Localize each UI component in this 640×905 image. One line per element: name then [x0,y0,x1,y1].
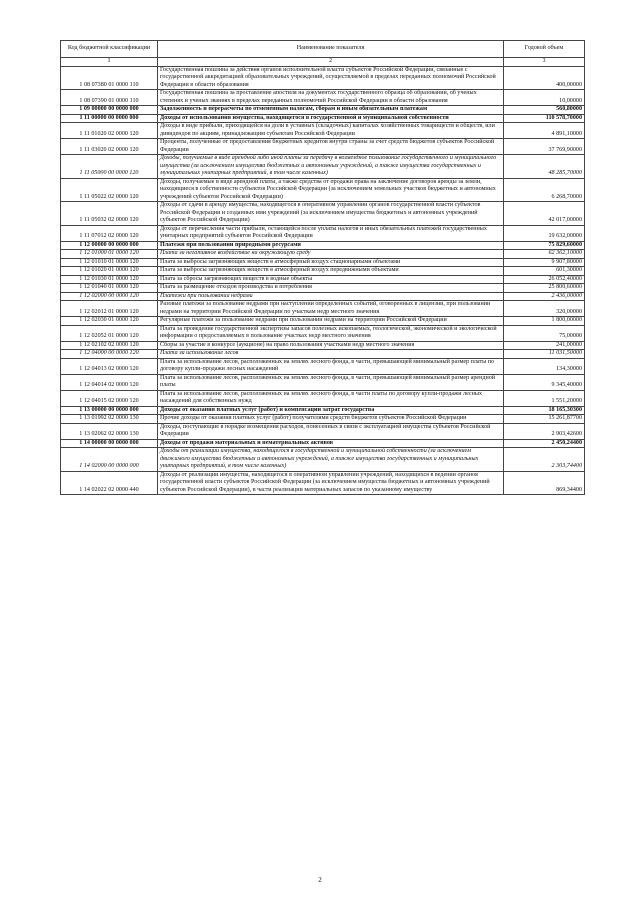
row-code: 1 11 05022 02 0000 120 [61,178,158,202]
row-name: Доходы от использования имущества, находящегося в государственной и муниципальной собственности [158,114,504,123]
row-code: 1 12 01000 01 0000 120 [61,250,158,259]
row-value: 320,00000 [504,301,585,317]
table-row [61,423,585,439]
row-code: 1 12 02102 02 0000 120 [61,341,158,350]
table-row [61,390,585,406]
row-code: 1 13 01992 02 0000 130 [61,415,158,424]
table-row [61,66,585,90]
row-value: 19 632,00000 [504,225,585,241]
row-name: Плата за негативное воздействие на окружающую среду [158,250,504,259]
index-1: 1 [61,58,158,67]
table-row [61,225,585,241]
table-row [61,439,585,448]
row-name: Плата за использование лесов, расположенных на землях лесного фонда, в части платы по договору купли-продажи лесных насаждений для собственных нужд [158,390,504,406]
row-code: 1 12 00000 00 0000 000 [61,241,158,250]
row-name: Разовые платежи за пользование недрами при наступлении определенных событий, оговоренных в лицензии, при пользовании недрами на территории Российской Федерации по участкам недр местного значения [158,301,504,317]
row-code: 1 11 07012 02 0000 120 [61,225,158,241]
row-code: 1 11 05032 02 0000 120 [61,202,158,226]
header-name: Наименование показателя [158,41,504,58]
row-value: 1 800,00000 [504,317,585,326]
row-value: 2 436,00000 [504,292,585,301]
row-code: 1 12 02012 01 0000 120 [61,301,158,317]
row-name: Прочие доходы от оказания платных услуг (работ) получателями средств бюджетов субъектов Российской Федерации [158,415,504,424]
row-name: Плата за размещение отходов производства и потребления [158,284,504,293]
row-value: 1 551,20000 [504,390,585,406]
row-code: 1 12 04000 00 0000 120 [61,350,158,359]
table-row [61,123,585,139]
budget-table [60,40,585,495]
row-name: Доходы в виде прибыли, приходящейся на доли в уставных (складочных) капиталах хозяйственных товариществ и обществ, или дивидендов по акциям, принадлежащим субъектам Российской Федерации [158,123,504,139]
row-code: 1 08 07390 01 0000 110 [61,90,158,106]
row-code: 1 11 03020 02 0000 120 [61,139,158,155]
row-value: 560,80000 [504,106,585,115]
table-row [61,267,585,276]
table-row [61,406,585,415]
table-row [61,258,585,267]
row-value: 2 303,74400 [504,448,585,472]
table-row [61,301,585,317]
row-name: Платежи при пользовании природными ресурсами [158,241,504,250]
row-name: Государственная пошлина за действия органов исполнительной власти субъектов Российской Федерации, связанные с государственной аккредитацией образовательных учреждений, осуществляемой в пределах переданных полномочий Российской Федерации в области образования [158,66,504,90]
table-row [61,275,585,284]
index-2: 2 [158,58,504,67]
table-row [61,250,585,259]
row-value: 25 800,60000 [504,284,585,293]
row-name: Сборы за участие в конкурсе (аукционе) на право пользования участками недр местного значения [158,341,504,350]
row-name: Доходы, поступающие в порядке возмещения расходов, понесенных в связи с эксплуатацией имущества субъектов Российской Федерации [158,423,504,439]
table-row [61,448,585,472]
table-row [61,471,585,495]
row-value: 48 285,70000 [504,155,585,179]
row-name: Платежи при пользовании недрами [158,292,504,301]
row-code: 1 12 02052 01 0000 120 [61,325,158,341]
row-code: 1 12 01020 01 0000 120 [61,267,158,276]
row-name: Плата за выбросы загрязняющих веществ в атмосферный воздух передвижными объектами [158,267,504,276]
table-row [61,178,585,202]
row-value: 2 450,24400 [504,439,585,448]
table-row [61,374,585,390]
row-value: 15 261,87700 [504,415,585,424]
row-name: Доходы от перечисления части прибыли, остающейся после уплаты налогов и иных обязательных платежей государственных унитарных предприятий субъектов Российской Федерации [158,225,504,241]
row-value: 75 829,60000 [504,241,585,250]
row-code: 1 12 02030 01 0000 120 [61,317,158,326]
row-value: 869,34400 [504,471,585,495]
row-name: Плата за использование лесов [158,350,504,359]
row-value: 400,00000 [504,66,585,90]
table-body [61,66,585,495]
row-value: 10,00000 [504,90,585,106]
row-code: 1 13 00000 00 0000 000 [61,406,158,415]
row-code: 1 14 02022 02 0000 440 [61,471,158,495]
row-value: 37 769,90000 [504,139,585,155]
row-value: 241,00000 [504,341,585,350]
row-value: 110 578,70000 [504,114,585,123]
row-value: 6 268,70000 [504,178,585,202]
row-name: Плата за использование лесов, расположенных на землях лесного фонда, в части, превышающей минимальный размер арендной платы [158,374,504,390]
row-code: 1 08 07380 01 0000 110 [61,66,158,90]
row-value: 42 017,00000 [504,202,585,226]
table-row [61,317,585,326]
row-name: Доходы от реализации имущества, находящегося в государственной и муниципальной собственности (за исключением движимого имущества бюджетных и автономных учреждений, а также имущества государственных и муниципальных унитарных предприятий, в том числе казенных) [158,448,504,472]
row-code: 1 11 00000 00 0000 000 [61,114,158,123]
row-name: Плата за использование лесов, расположенных на землях лесного фонда, в части, превышающей минимальный размер платы по договору купли-продажи лесных насаждений [158,358,504,374]
table-row [61,139,585,155]
row-value: 11 031,50000 [504,350,585,359]
table-row [61,358,585,374]
table-row [61,325,585,341]
row-name: Доходы от сдачи в аренду имущества, находящегося в оперативном управлении органов государственной власти субъектов Российской Федерации и созданных ими учреждений (за исключением имущества бюджетных и автономных учреждений субъектов Российской Федерации) [158,202,504,226]
row-code: 1 12 04014 02 0000 120 [61,374,158,390]
row-name: Доходы от продажи материальных и нематериальных активов [158,439,504,448]
row-code: 1 12 01040 01 0000 120 [61,284,158,293]
row-name: Государственная пошлина за проставление апостиля на документах государственного образца об образовании, об ученых степенях и ученых званиях в пределах переданных полномочий Российской Федерации в области образования [158,90,504,106]
row-name: Доходы от оказания платных услуг (работ) и компенсации затрат государства [158,406,504,415]
row-code: 1 12 04013 02 0000 120 [61,358,158,374]
row-value: 2 903,42600 [504,423,585,439]
table-row [61,202,585,226]
table-row [61,350,585,359]
table-row [61,155,585,179]
row-code: 1 14 00000 00 0000 000 [61,439,158,448]
row-name: Плата за проведение государственной экспертизы запасов полезных ископаемых, геологической, экономической и экологической информации о предоставляемых в пользование участках недр местного значения [158,325,504,341]
table-row [61,341,585,350]
row-value: 134,30000 [504,358,585,374]
row-name: Доходы, получаемые в виде арендной либо иной платы за передачу в возмездное пользование государственного и муниципального имущества (за исключением имущества бюджетных и автономных учреждений, а также имущества государственных и муниципальных унитарных предприятий, в том числе казенных) [158,155,504,179]
row-code: 1 12 01030 01 0000 120 [61,275,158,284]
row-name: Плата за выбросы загрязняющих веществ в атмосферный воздух стационарными объектами [158,258,504,267]
header-code: Код бюджетной классификации [61,41,158,58]
row-value: 4 891,10000 [504,123,585,139]
row-value: 26 052,40000 [504,275,585,284]
row-name: Регулярные платежи за пользование недрами при пользовании недрами на территории Российской Федерации [158,317,504,326]
row-value: 18 165,30300 [504,406,585,415]
table-row [61,241,585,250]
header-value: Годовой объем [504,41,585,58]
row-code: 1 11 01020 02 0000 120 [61,123,158,139]
page-number: 2 [318,876,322,884]
table-row [61,114,585,123]
row-name: Доходы от реализации имущества, находящегося в оперативном управлении учреждений, находящихся в ведении органов государственной власти субъектов Российской Федерации (за исключением имущества бюджетных и автономных учреждений субъектов Российской Федерации), в части реализации материальных запасов по указанному имуществу [158,471,504,495]
table-row [61,415,585,424]
row-code: 1 11 05000 00 0000 120 [61,155,158,179]
row-code: 1 13 02062 02 0000 130 [61,423,158,439]
table-row [61,90,585,106]
row-name: Проценты, полученные от предоставления бюджетных кредитов внутри страны за счет средств бюджетов субъектов Российской Федерации [158,139,504,155]
row-value: 62 362,10000 [504,250,585,259]
table-row [61,106,585,115]
row-code: 1 12 01010 01 0000 120 [61,258,158,267]
row-name: Задолженность и перерасчеты по отмененным налогам, сборам и иным обязательным платежам [158,106,504,115]
row-value: 601,30000 [504,267,585,276]
table-row [61,292,585,301]
table-row [61,284,585,293]
row-name: Плата за сбросы загрязняющих веществ в водные объекты [158,275,504,284]
row-code: 1 12 02000 00 0000 120 [61,292,158,301]
row-code: 1 14 02000 00 0000 000 [61,448,158,472]
row-name: Доходы, получаемые в виде арендной платы, а также средства от продажи права на заключение договоров аренды за земли, находящиеся в собственности субъектов Российской Федерации (за исключением земельных участков бюджетных и автономных учреждений субъектов Российской Федерации) [158,178,504,202]
row-code: 1 12 04015 02 0000 120 [61,390,158,406]
row-value: 9 345,40000 [504,374,585,390]
row-value: 75,00000 [504,325,585,341]
row-value: 9 907,80000 [504,258,585,267]
index-3: 3 [504,58,585,67]
row-code: 1 09 00000 00 0000 000 [61,106,158,115]
